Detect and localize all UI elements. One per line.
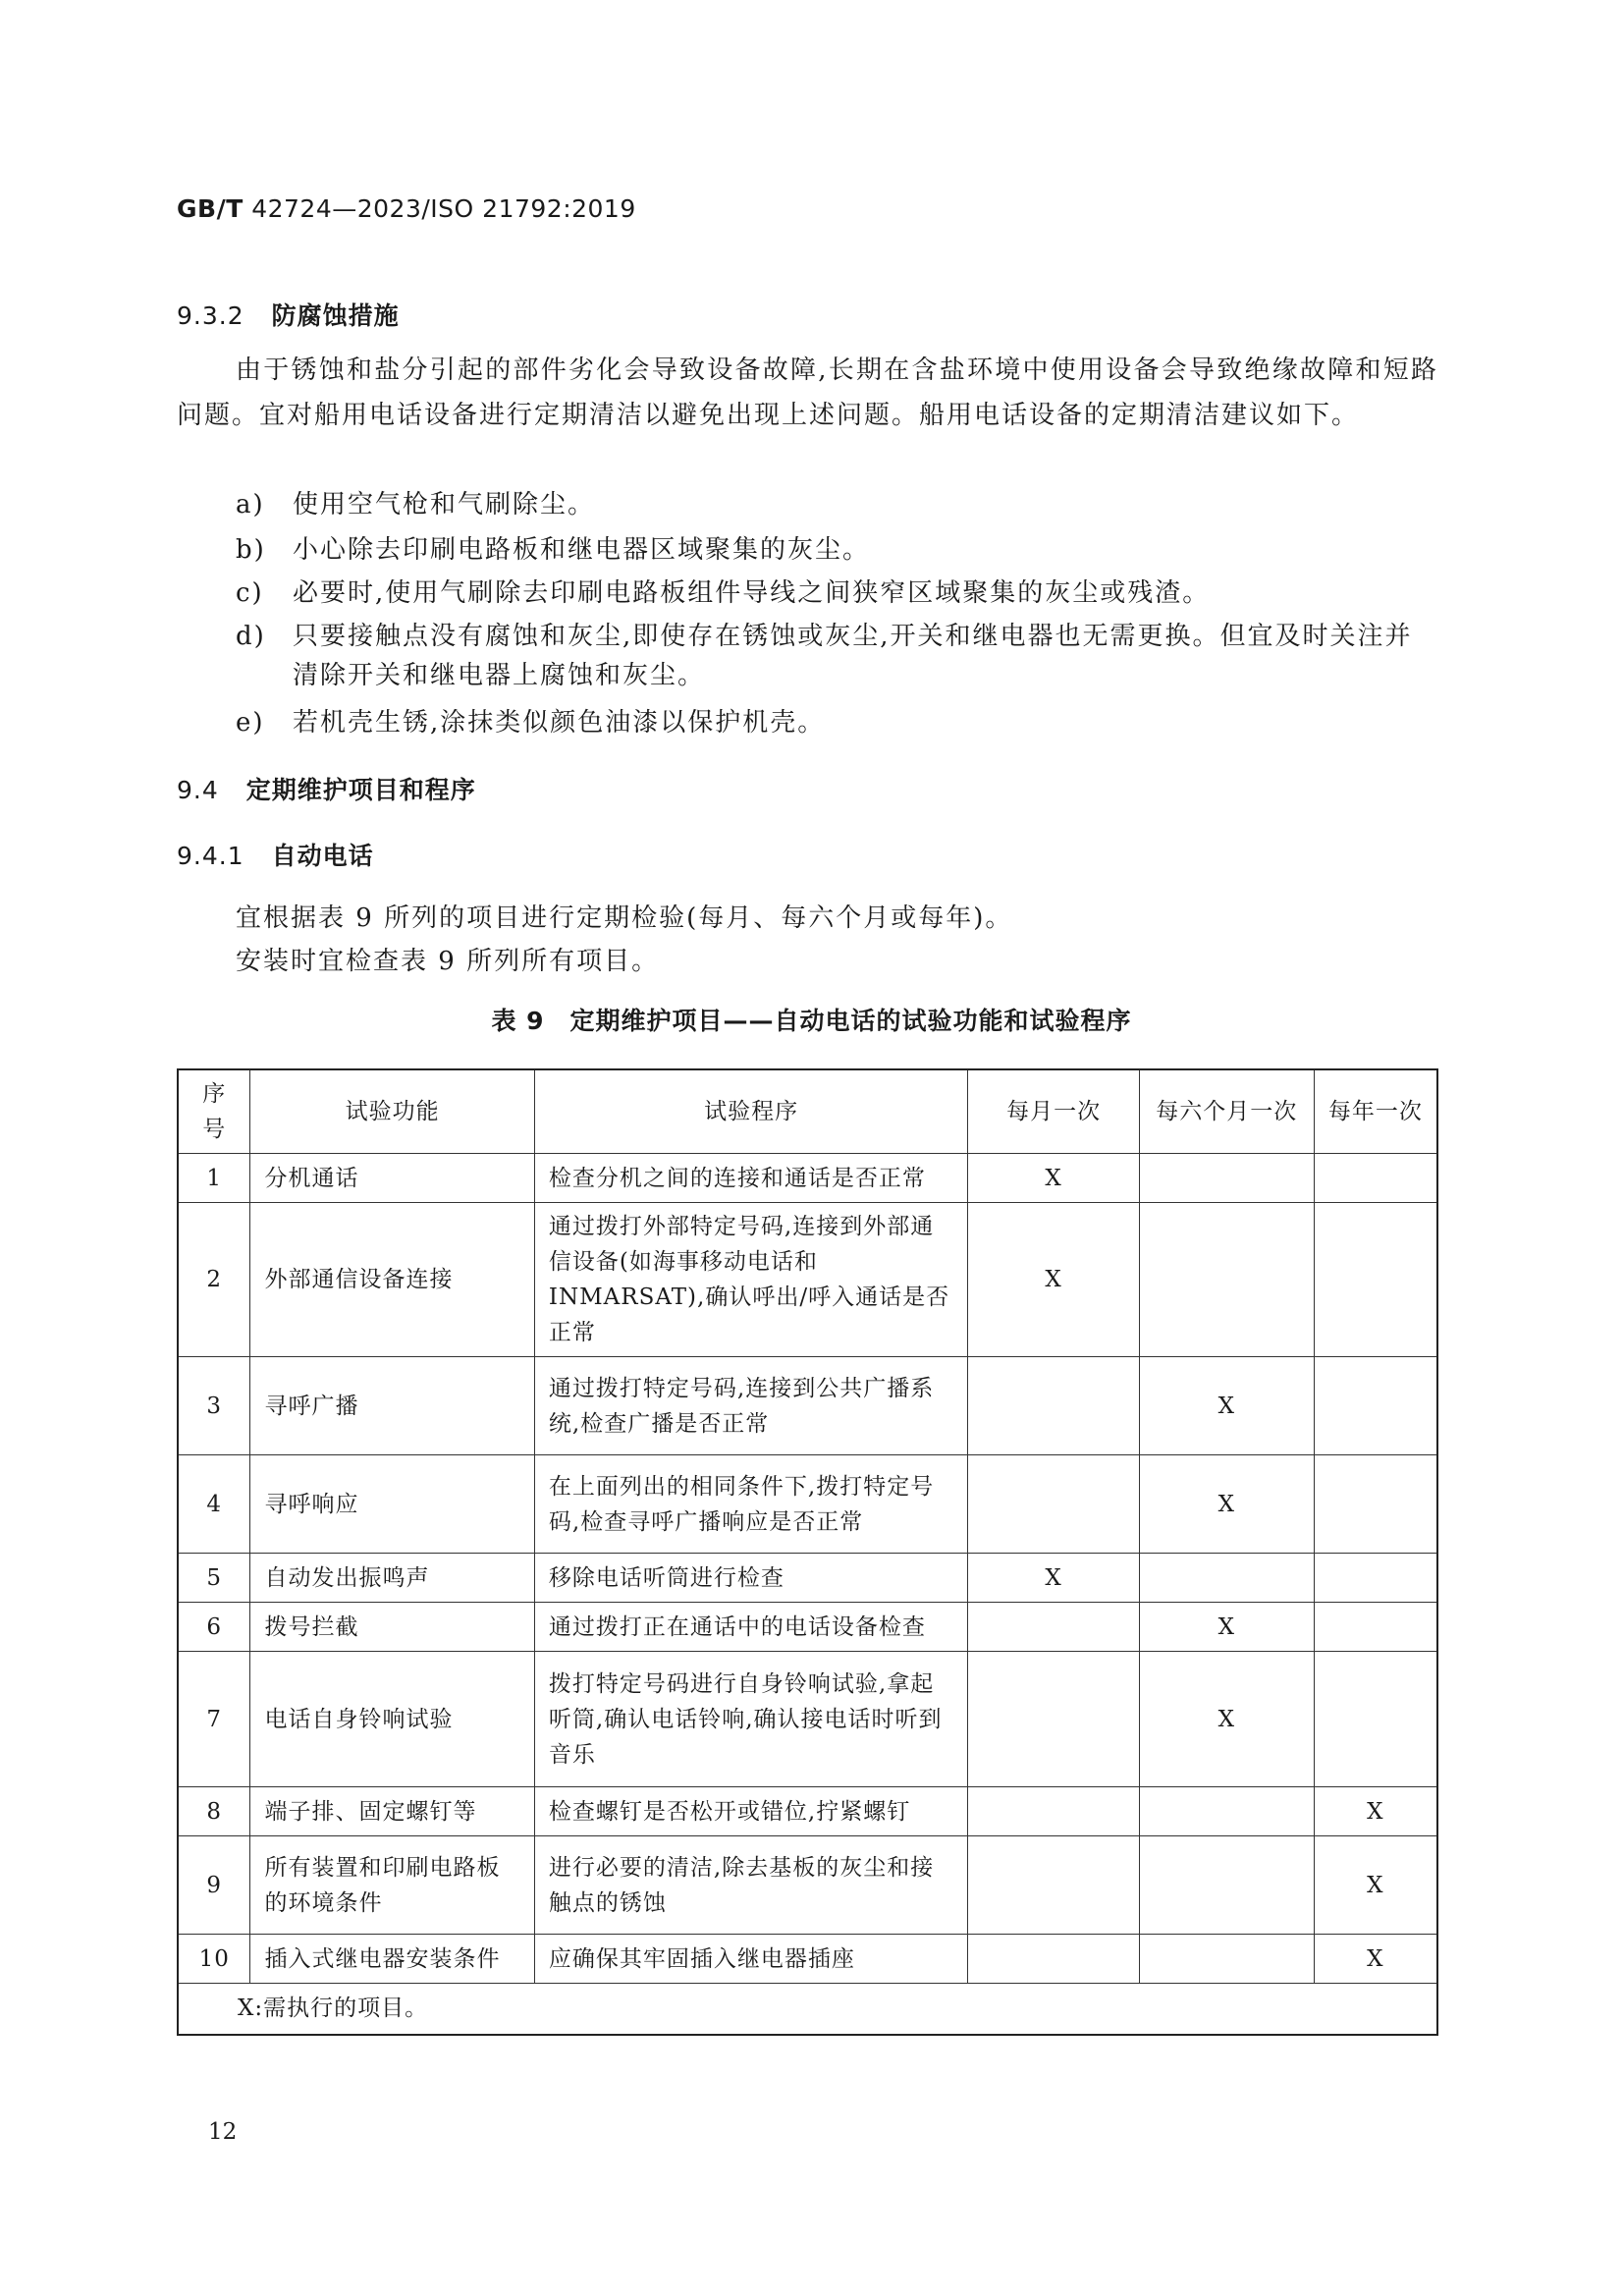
list-item-text: 使用空气枪和气刷除尘。 <box>293 490 596 519</box>
list-item <box>236 530 1438 570</box>
table-row <box>178 1652 1437 1787</box>
cell-function: 所有装置和印刷电路板的环境条件 <box>250 1836 534 1935</box>
cell-function: 自动发出振鸣声 <box>250 1554 534 1603</box>
table-header-row <box>178 1069 1437 1154</box>
cell-function: 外部通信设备连接 <box>250 1203 534 1357</box>
table-row <box>178 1203 1437 1357</box>
table-row <box>178 1603 1437 1652</box>
cell-procedure: 拨打特定号码进行自身铃响试验,拿起听筒,确认电话铃响,确认接电话时听到音乐 <box>534 1652 967 1787</box>
list-item-label: c) <box>236 578 264 608</box>
cell-monthly <box>968 1357 1140 1455</box>
table-row <box>178 1554 1437 1603</box>
cell-no: 10 <box>178 1935 250 1984</box>
cell-yearly <box>1314 1455 1437 1554</box>
section-number: 9.3.2 <box>177 301 244 330</box>
cell-monthly: X <box>968 1154 1140 1203</box>
paragraph-periodic-check: 宜根据表 9 所列的项目进行定期检验(每月、每六个月或每年)。 <box>236 903 1013 933</box>
cell-yearly: X <box>1314 1935 1437 1984</box>
table-note: X:需执行的项目。 <box>178 1984 1437 2035</box>
cell-yearly: X <box>1314 1836 1437 1935</box>
cell-monthly <box>968 1603 1140 1652</box>
table-row <box>178 1357 1437 1455</box>
cell-no: 7 <box>178 1652 250 1787</box>
cell-monthly <box>968 1836 1140 1935</box>
list-item-text: 小心除去印刷电路板和继电器区域聚集的灰尘。 <box>293 535 871 565</box>
cell-procedure: 通过拨打外部特定号码,连接到外部通信设备(如海事移动电话和 INMARSAT),确认呼出/呼入通话是否正常 <box>534 1203 967 1357</box>
col-header-no: 序号 <box>178 1069 250 1154</box>
cell-no: 4 <box>178 1455 250 1554</box>
cell-yearly <box>1314 1603 1437 1652</box>
section-number: 9.4 <box>177 776 219 804</box>
maintenance-table <box>177 1068 1438 2036</box>
table-row <box>178 1154 1437 1203</box>
col-header-yearly: 每年一次 <box>1314 1069 1437 1154</box>
cell-half-yearly <box>1139 1154 1314 1203</box>
cell-yearly <box>1314 1652 1437 1787</box>
section-9-4-1-heading <box>177 837 374 872</box>
table-note-row <box>178 1984 1437 2035</box>
cell-yearly <box>1314 1203 1437 1357</box>
cell-half-yearly: X <box>1139 1652 1314 1787</box>
cell-function: 端子排、固定螺钉等 <box>250 1787 534 1836</box>
standard-prefix: GB/T <box>177 194 243 223</box>
table-row <box>178 1935 1437 1984</box>
table-row <box>178 1455 1437 1554</box>
cell-function: 电话自身铃响试验 <box>250 1652 534 1787</box>
cell-half-yearly <box>1139 1554 1314 1603</box>
list-item-text: 必要时,使用气刷除去印刷电路板组件导线之间狭窄区域聚集的灰尘或残渣。 <box>293 578 1211 608</box>
list-item-text: 只要接触点没有腐蚀和灰尘,即使存在锈蚀或灰尘,开关和继电器也无需更换。但宜及时关注并清除开关和继电器上腐蚀和灰尘。 <box>293 622 1413 690</box>
cell-half-yearly: X <box>1139 1455 1314 1554</box>
standard-number: 42724—2023/ISO 21792:2019 <box>251 194 636 223</box>
table-row <box>178 1787 1437 1836</box>
section-title: 防腐蚀措施 <box>271 301 400 330</box>
cell-procedure: 通过拨打特定号码,连接到公共广播系统,检查广播是否正常 <box>534 1357 967 1455</box>
cell-procedure: 检查分机之间的连接和通话是否正常 <box>534 1154 967 1203</box>
cell-procedure: 应确保其牢固插入继电器插座 <box>534 1935 967 1984</box>
col-header-half-yearly: 每六个月一次 <box>1139 1069 1314 1154</box>
cell-monthly: X <box>968 1554 1140 1603</box>
cell-no: 6 <box>178 1603 250 1652</box>
cell-no: 1 <box>178 1154 250 1203</box>
col-header-procedure: 试验程序 <box>534 1069 967 1154</box>
list-item-label: d) <box>236 622 266 651</box>
cell-procedure: 进行必要的清洁,除去基板的灰尘和接触点的锈蚀 <box>534 1836 967 1935</box>
cell-no: 8 <box>178 1787 250 1836</box>
cell-function: 插入式继电器安装条件 <box>250 1935 534 1984</box>
list-item <box>236 617 1438 695</box>
cell-function: 分机通话 <box>250 1154 534 1203</box>
cell-no: 2 <box>178 1203 250 1357</box>
cell-yearly <box>1314 1154 1437 1203</box>
cell-monthly <box>968 1455 1140 1554</box>
cell-function: 拨号拦截 <box>250 1603 534 1652</box>
section-9-4-heading <box>177 771 476 806</box>
list-item-label: b) <box>236 535 266 565</box>
cell-half-yearly <box>1139 1203 1314 1357</box>
cell-half-yearly <box>1139 1836 1314 1935</box>
standard-header <box>177 194 636 223</box>
list-item <box>236 574 1438 613</box>
cell-half-yearly <box>1139 1935 1314 1984</box>
list-item <box>236 703 1438 742</box>
cell-function: 寻呼响应 <box>250 1455 534 1554</box>
cell-yearly <box>1314 1554 1437 1603</box>
cell-no: 3 <box>178 1357 250 1455</box>
col-header-monthly: 每月一次 <box>968 1069 1140 1154</box>
cell-monthly <box>968 1787 1140 1836</box>
list-item <box>236 485 1438 524</box>
cell-half-yearly: X <box>1139 1603 1314 1652</box>
list-item-label: a) <box>236 490 265 519</box>
cell-monthly <box>968 1935 1140 1984</box>
cell-yearly: X <box>1314 1787 1437 1836</box>
section-title: 自动电话 <box>271 842 374 870</box>
cell-yearly <box>1314 1357 1437 1455</box>
section-title: 定期维护项目和程序 <box>245 776 476 804</box>
cell-monthly <box>968 1652 1140 1787</box>
cell-no: 5 <box>178 1554 250 1603</box>
list-item-text: 若机壳生锈,涂抹类似颜色油漆以保护机壳。 <box>293 708 826 738</box>
cell-procedure: 检查螺钉是否松开或错位,拧紧螺钉 <box>534 1787 967 1836</box>
col-header-function: 试验功能 <box>250 1069 534 1154</box>
section-number: 9.4.1 <box>177 842 244 870</box>
table-caption: 表 9 定期维护项目——自动电话的试验功能和试验程序 <box>491 1007 1132 1035</box>
page-number: 12 <box>208 2119 238 2145</box>
cell-procedure: 在上面列出的相同条件下,拨打特定号码,检查寻呼广播响应是否正常 <box>534 1455 967 1554</box>
cell-function: 寻呼广播 <box>250 1357 534 1455</box>
cell-no: 9 <box>178 1836 250 1935</box>
list-item-label: e) <box>236 708 265 738</box>
cell-procedure: 通过拨打正在通话中的电话设备检查 <box>534 1603 967 1652</box>
cell-monthly: X <box>968 1203 1140 1357</box>
table-row <box>178 1836 1437 1935</box>
cell-half-yearly <box>1139 1787 1314 1836</box>
section-9-3-2-heading <box>177 297 400 332</box>
cell-half-yearly: X <box>1139 1357 1314 1455</box>
paragraph-corrosion-intro: 由于锈蚀和盐分引起的部件劣化会导致设备故障,长期在含盐环境中使用设备会导致绝缘故障和短路问题。宜对船用电话设备进行定期清洁以避免出现上述问题。船用电话设备的定期清洁建议如下。 <box>177 355 1438 430</box>
cell-procedure: 移除电话听筒进行检查 <box>534 1554 967 1603</box>
paragraph-install-check: 安装时宜检查表 9 所列所有项目。 <box>236 947 660 976</box>
